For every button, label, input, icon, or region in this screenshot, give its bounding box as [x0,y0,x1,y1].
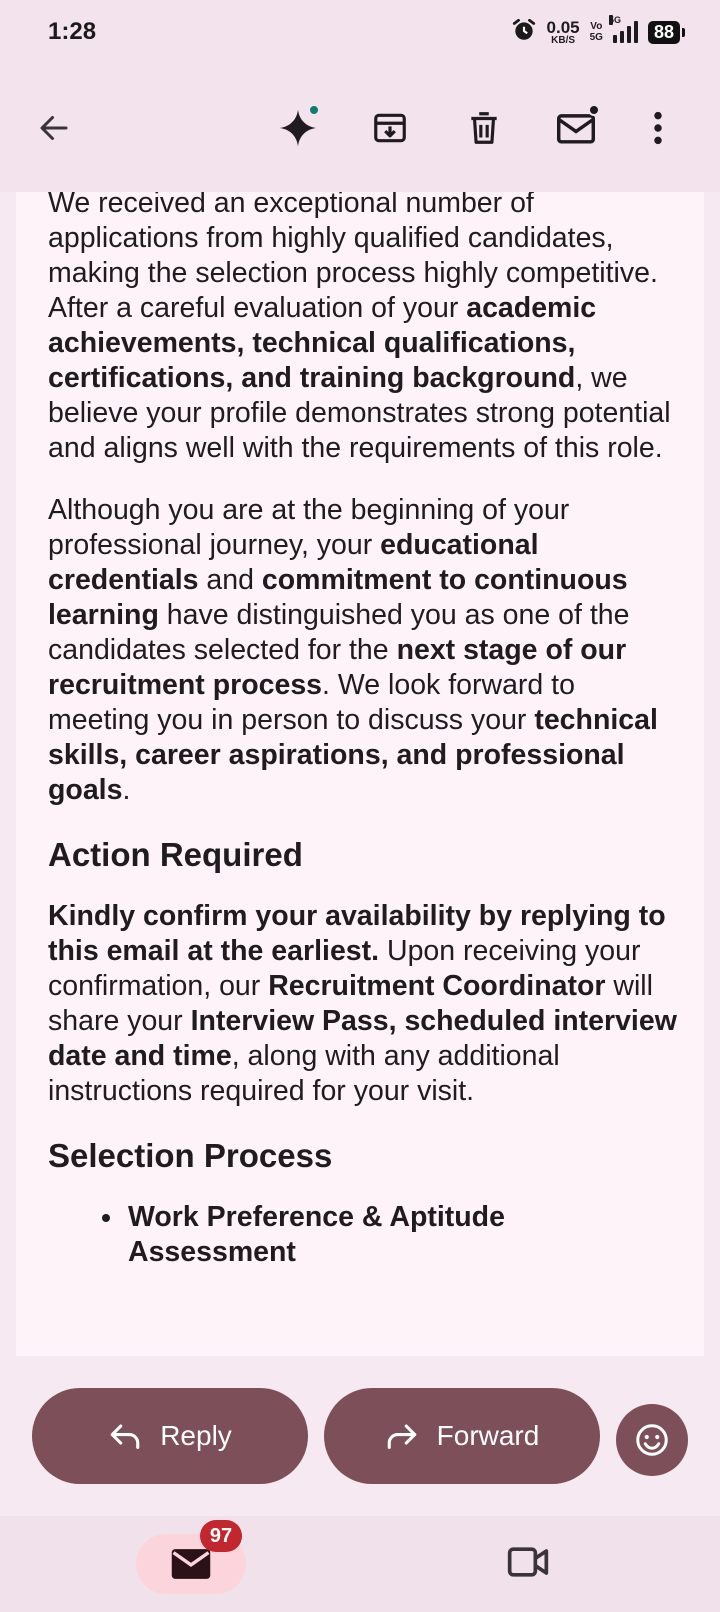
bold-run: Recruitment Coordinator [268,970,606,1002]
net-speed [547,19,580,46]
delete-icon[interactable] [456,100,512,156]
unread-indicator-dot [588,104,600,116]
list-item: Work Preference & Aptitude Assessment [128,1200,678,1270]
gemini-indicator-dot [308,104,320,116]
net-speed-unit: KB/S [551,34,576,46]
emoji-reaction-button[interactable] [616,1404,688,1476]
mark-unread-icon[interactable] [548,100,604,156]
unread-count-badge: 97 [200,1520,242,1552]
text-run: . [122,774,131,806]
selection-list [48,1200,678,1270]
status-bar [0,0,720,64]
bold-run: academic achievements, technical qualifications, certifications, and training background [48,292,597,394]
forward-button[interactable] [324,1388,600,1484]
email-body[interactable] [16,192,704,1356]
bold-run: Interview Pass, scheduled interview date and time [48,1005,677,1072]
text-run: will share your [48,970,653,1037]
action-bar [0,1356,720,1516]
paragraph-evaluation [48,192,678,466]
forward-icon [385,1421,419,1451]
text-run: and [198,564,262,596]
network-type: 5G [608,15,621,25]
mail-icon [170,1547,212,1581]
forward-label: Forward [436,1420,540,1451]
bold-run: Kindly confirm your availability by replying to this email at the earliest. [48,900,666,967]
gemini-sparkle-icon[interactable] [270,100,326,156]
heading-action-required: Action Required [48,836,303,873]
back-arrow-icon[interactable] [26,100,82,156]
volte-top: Vo [590,21,603,32]
emoji-icon [634,1422,670,1458]
text-run: , along with any additional instructions required for your visit. [48,1040,560,1107]
text-run: Upon receiving your confirmation, our [48,935,641,1002]
net-speed-value: 0.05 [546,17,580,37]
alarm-icon [511,17,537,48]
video-camera-icon [506,1542,550,1582]
bold-run: next stage of our recruitment process [48,634,627,701]
bottom-navigation [0,1516,720,1612]
paragraph-journey [48,493,678,808]
status-time: 1:28 [48,18,97,45]
text-run: , we believe your profile demonstrates strong potential and aligns well with the requirements of this role. [48,362,671,464]
nav-meet-tab[interactable] [506,1542,550,1587]
heading-selection-process: Selection Process [48,1137,333,1174]
text-run: . We look forward to meeting you in person to discuss your [48,669,575,736]
bold-run: technical skills, career aspirations, and professional goals [48,704,658,806]
volte-bottom: 5G [589,32,603,43]
reply-button[interactable] [32,1388,308,1484]
text-run: Although you are at the beginning of your professional journey, your [48,494,570,561]
paragraph-action [48,899,678,1109]
archive-icon[interactable] [362,100,418,156]
status-icons [511,17,680,48]
bold-run: commitment to continuous learning [48,564,628,631]
bold-run: educational credentials [48,529,539,596]
battery-icon: 88 [648,21,680,44]
reply-label: Reply [160,1420,232,1451]
email-toolbar [0,64,720,192]
text-run: have distinguished you as one of the candidates selected for the [48,599,630,666]
text-run: We received an exceptional number of applications from highly qualified candidates, making the selection process highly competitive. After a careful evaluation of your [48,192,658,324]
more-vert-icon[interactable] [630,100,686,156]
signal-icon [608,15,638,43]
reply-icon [108,1421,142,1451]
volte-indicator [590,21,603,43]
